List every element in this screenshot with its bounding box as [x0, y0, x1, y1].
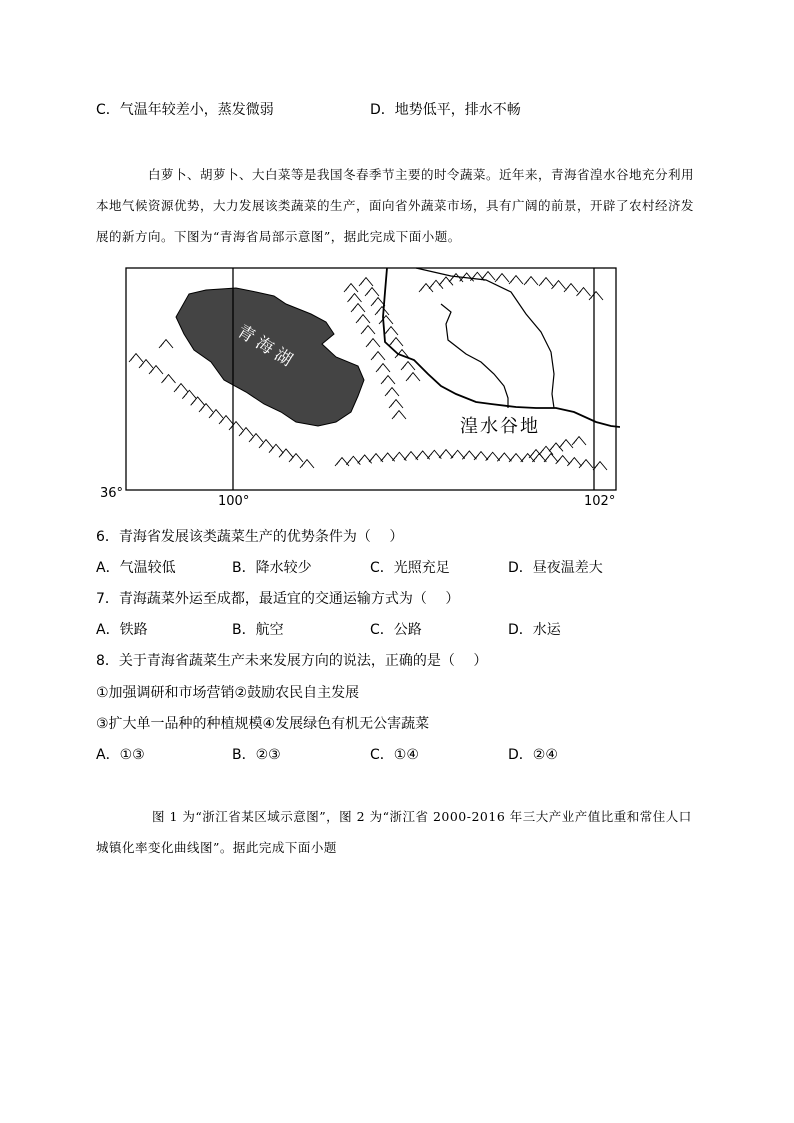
mountain-icon [359, 278, 373, 286]
mountain-icon [439, 450, 453, 458]
question-8-option-b[interactable]: B．②③ [232, 747, 281, 763]
mountain-icon [384, 327, 398, 335]
mountain-icon [429, 280, 443, 288]
question-6-stem: 6．青海省发展该类蔬菜生产的优势条件为（ ） [96, 529, 404, 545]
question-8-stem: 8．关于青海省蔬菜生产未来发展方向的说法，正确的是（ ） [96, 653, 488, 669]
mountain-icon [191, 397, 205, 405]
mountain-icon [375, 307, 389, 315]
mountain-icon [577, 288, 591, 296]
mountain-icon [149, 366, 163, 374]
river-tributary-left [441, 304, 508, 408]
mountain-icon [162, 375, 176, 383]
question-7-option-d[interactable]: D．水运 [508, 622, 561, 638]
mountain-icon [392, 411, 406, 419]
lake-label: 青海湖 [233, 321, 300, 374]
mountain-icon [229, 422, 243, 430]
mountain-icon [351, 304, 365, 312]
longitude-label-102: 102° [584, 494, 616, 509]
mountain-icon [371, 298, 385, 306]
question-7-option-c[interactable]: C．公路 [370, 622, 422, 638]
mountain-icon [371, 352, 385, 360]
mountain-icon [589, 292, 603, 300]
mountain-icon [556, 456, 570, 464]
question-6-option-d[interactable]: D．昼夜温差大 [508, 560, 603, 576]
mountain-icon [159, 340, 173, 348]
question-6-option-c[interactable]: C．光照充足 [370, 560, 450, 576]
mountain-icon [509, 276, 523, 284]
question-8-option-d[interactable]: D．②④ [508, 747, 558, 763]
passage-zhejiang: 图 1 为“浙江省某区域示意图”，图 2 为“浙江省 2000-2016 年三大产业产值比重和常住人口城镇化率变化曲线图”。据此完成下面小题 [96, 809, 692, 855]
mountain-icon [346, 456, 360, 464]
mountain-icon [593, 462, 607, 470]
mountain-icon [572, 437, 586, 445]
mountain-icon [361, 326, 375, 334]
question-8-options [96, 745, 696, 765]
mountain-icon [174, 384, 188, 392]
question-7-stem: 7．青海蔬菜外运至成都，最适宜的交通运输方式为（ ） [96, 591, 460, 607]
mountain-icon [259, 440, 273, 448]
mountain-icon [521, 454, 535, 462]
mountain-icon [552, 281, 566, 289]
mountain-icon [365, 288, 379, 296]
question-6-option-b[interactable]: B．降水较少 [232, 560, 312, 576]
mountain-icon [219, 416, 233, 424]
mountain-icon [376, 364, 390, 372]
mountain-icon [249, 434, 263, 442]
mountain-icon [366, 339, 380, 347]
mountain-icon [564, 284, 578, 292]
mountain-icon [389, 338, 403, 346]
mountain-icon [419, 284, 433, 292]
mountain-icon [199, 404, 213, 412]
question-7-options [96, 620, 696, 640]
prev-option-d: D．地势低平，排水不畅 [370, 102, 521, 118]
latitude-label: 36° [100, 486, 124, 501]
mountain-icon [381, 376, 395, 384]
river-tributary-right [416, 268, 554, 408]
mountain-icon [529, 450, 543, 458]
mountain-icon [379, 316, 393, 324]
valley-label: 湟水谷地 [460, 416, 540, 437]
mountain-icon [129, 354, 143, 362]
question-7-option-a[interactable]: A．铁路 [96, 622, 148, 638]
question-6-option-a[interactable]: A．气温较低 [96, 560, 176, 576]
question-8-option-a[interactable]: A．①③ [96, 747, 145, 763]
passage-qinghai: 白萝卜、胡萝卜、大白菜等是我国冬春季节主要的时令蔬菜。近年来，青海省湟水谷地充分利用本地气候资源优势，大力发展该类蔬菜的生产，面向省外蔬菜市场，具有广阔的前景，开辟了农村经济发展的新方向。下图为“青海省局部示意图”，据此完成下面小题。 [96, 167, 695, 244]
mountain-icon [356, 315, 370, 323]
mountain-icon [549, 443, 563, 451]
question-8-option-c[interactable]: C．①④ [370, 747, 419, 763]
mountain-icon [385, 388, 399, 396]
mountain-icon [239, 428, 253, 436]
mountain-icon [139, 360, 153, 368]
mountain-icon [539, 278, 553, 286]
mountain-icon [182, 390, 196, 398]
mountain-icon [449, 274, 463, 282]
mountain-icon [559, 440, 573, 448]
question-7-option-b[interactable]: B．航空 [232, 622, 284, 638]
qinghai-map [96, 262, 620, 512]
prev-option-c: C．气温年较差小，蒸发微弱 [96, 102, 274, 118]
question-6-options [96, 558, 696, 578]
mountain-icon [406, 373, 420, 381]
mountain-icon [401, 362, 415, 370]
mountain-icon [348, 294, 362, 302]
mountain-icon [389, 400, 403, 408]
mountain-icon [579, 460, 593, 468]
question-8-statement-2: ③扩大单一品种的种植规模④发展绿色有机无公害蔬菜 [96, 716, 430, 732]
mountain-icon [335, 458, 349, 466]
mountain-icon [495, 274, 509, 282]
mountain-icon [567, 458, 581, 466]
river-north [383, 268, 620, 427]
longitude-label-100: 100° [218, 494, 250, 509]
question-8-statement-1: ①加强调研和市场营销②鼓励农民自主发展 [96, 685, 360, 701]
mountain-icon [358, 455, 372, 463]
mountain-icon [524, 277, 538, 285]
mountain-icon [209, 410, 223, 418]
mountain-icon [344, 284, 358, 292]
mountain-icon [439, 277, 453, 285]
mountain-icon [544, 454, 558, 462]
